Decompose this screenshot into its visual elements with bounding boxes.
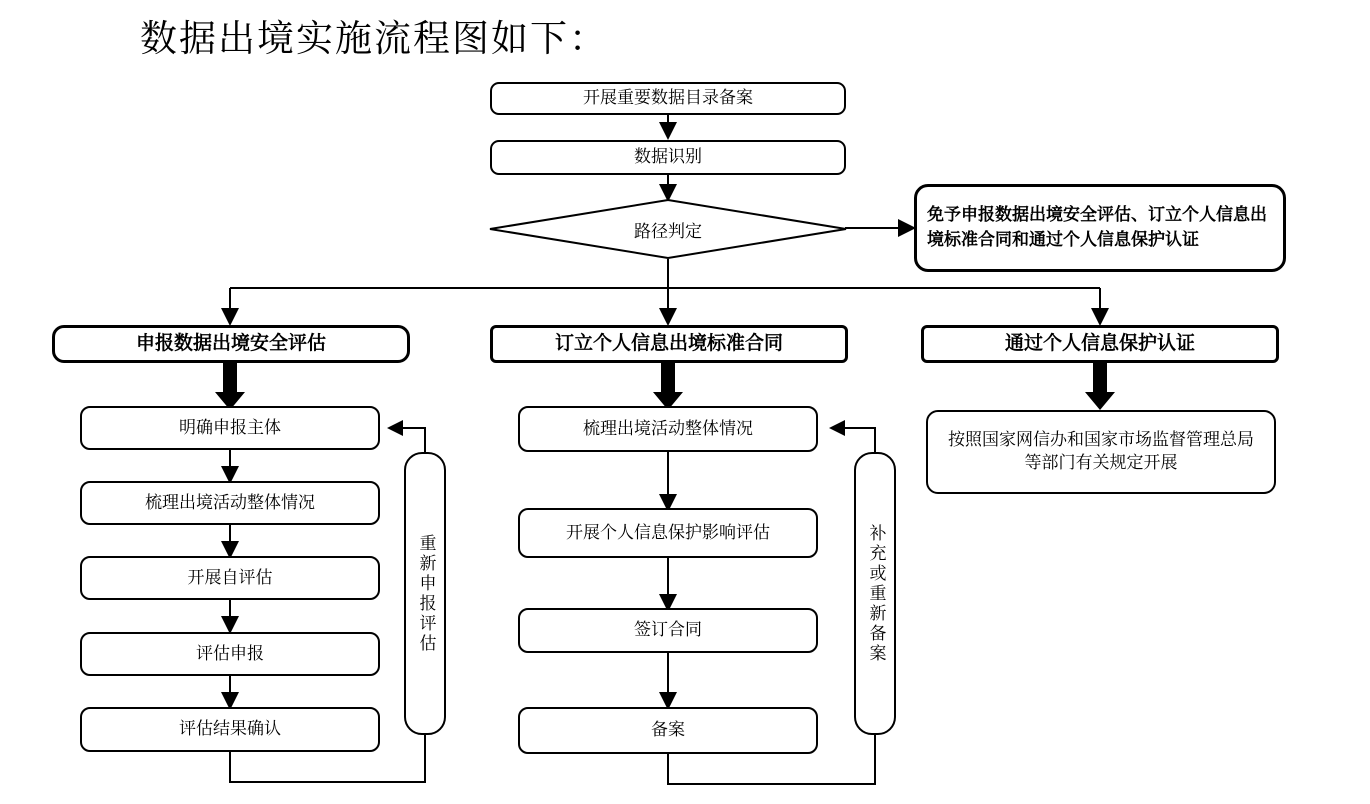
node-mid-loop[interactable] <box>854 452 896 735</box>
node-left-5[interactable] <box>80 707 380 752</box>
node-left-5-label: 评估结果确认 <box>179 719 281 739</box>
node-path-decision[interactable] <box>488 198 848 260</box>
node-mid-3[interactable] <box>518 608 818 653</box>
node-exempt-note-label: 免予申报数据出境安全评估、订立个人信息出境标准合同和通过个人信息保护认证 <box>927 205 1267 249</box>
node-left-4[interactable] <box>80 632 380 676</box>
node-exempt-note[interactable] <box>914 184 1286 272</box>
node-left-4-label: 评估申报 <box>196 643 264 663</box>
node-mid-4[interactable] <box>518 707 818 754</box>
node-data-identification-label: 数据识别 <box>634 147 702 167</box>
page-title: 数据出境实施流程图如下： <box>140 19 608 60</box>
node-path-decision-label: 路径判定 <box>634 221 702 241</box>
branch-header-security-assessment[interactable] <box>52 325 410 363</box>
branch-header-security-assessment-label: 申报数据出境安全评估 <box>135 333 326 355</box>
node-mid-1[interactable] <box>518 406 818 452</box>
branch-header-certification[interactable] <box>921 325 1279 363</box>
node-right-1[interactable] <box>926 410 1276 494</box>
branch-header-standard-contract-label: 订立个人信息出境标准合同 <box>554 333 783 355</box>
node-mid-2-label: 开展个人信息保护影响评估 <box>566 522 770 542</box>
node-left-2-label: 梳理出境活动整体情况 <box>145 492 315 512</box>
node-mid-2[interactable] <box>518 508 818 558</box>
node-left-1-label: 明确申报主体 <box>179 417 281 437</box>
node-mid-3-label: 签订合同 <box>634 620 702 640</box>
node-mid-1-label: 梳理出境活动整体情况 <box>583 418 753 438</box>
node-record-filing-label: 开展重要数据目录备案 <box>583 88 753 108</box>
node-mid-loop-label: 补充或重新备案 <box>866 523 886 664</box>
node-record-filing[interactable] <box>490 82 846 115</box>
node-left-2[interactable] <box>80 481 380 525</box>
node-left-3-label: 开展自评估 <box>187 567 273 587</box>
node-left-3[interactable] <box>80 556 380 600</box>
node-right-1-label: 按照国家网信办和国家市场监督管理总局等部门有关规定开展 <box>948 430 1254 472</box>
node-left-1[interactable] <box>80 406 380 450</box>
node-mid-4-label: 备案 <box>651 720 685 740</box>
node-left-loop[interactable] <box>404 452 446 735</box>
node-data-identification[interactable] <box>490 140 846 175</box>
node-left-loop-label: 重新申报评估 <box>416 533 436 654</box>
branch-header-standard-contract[interactable] <box>490 325 848 363</box>
branch-header-certification-label: 通过个人信息保护认证 <box>1004 333 1195 355</box>
